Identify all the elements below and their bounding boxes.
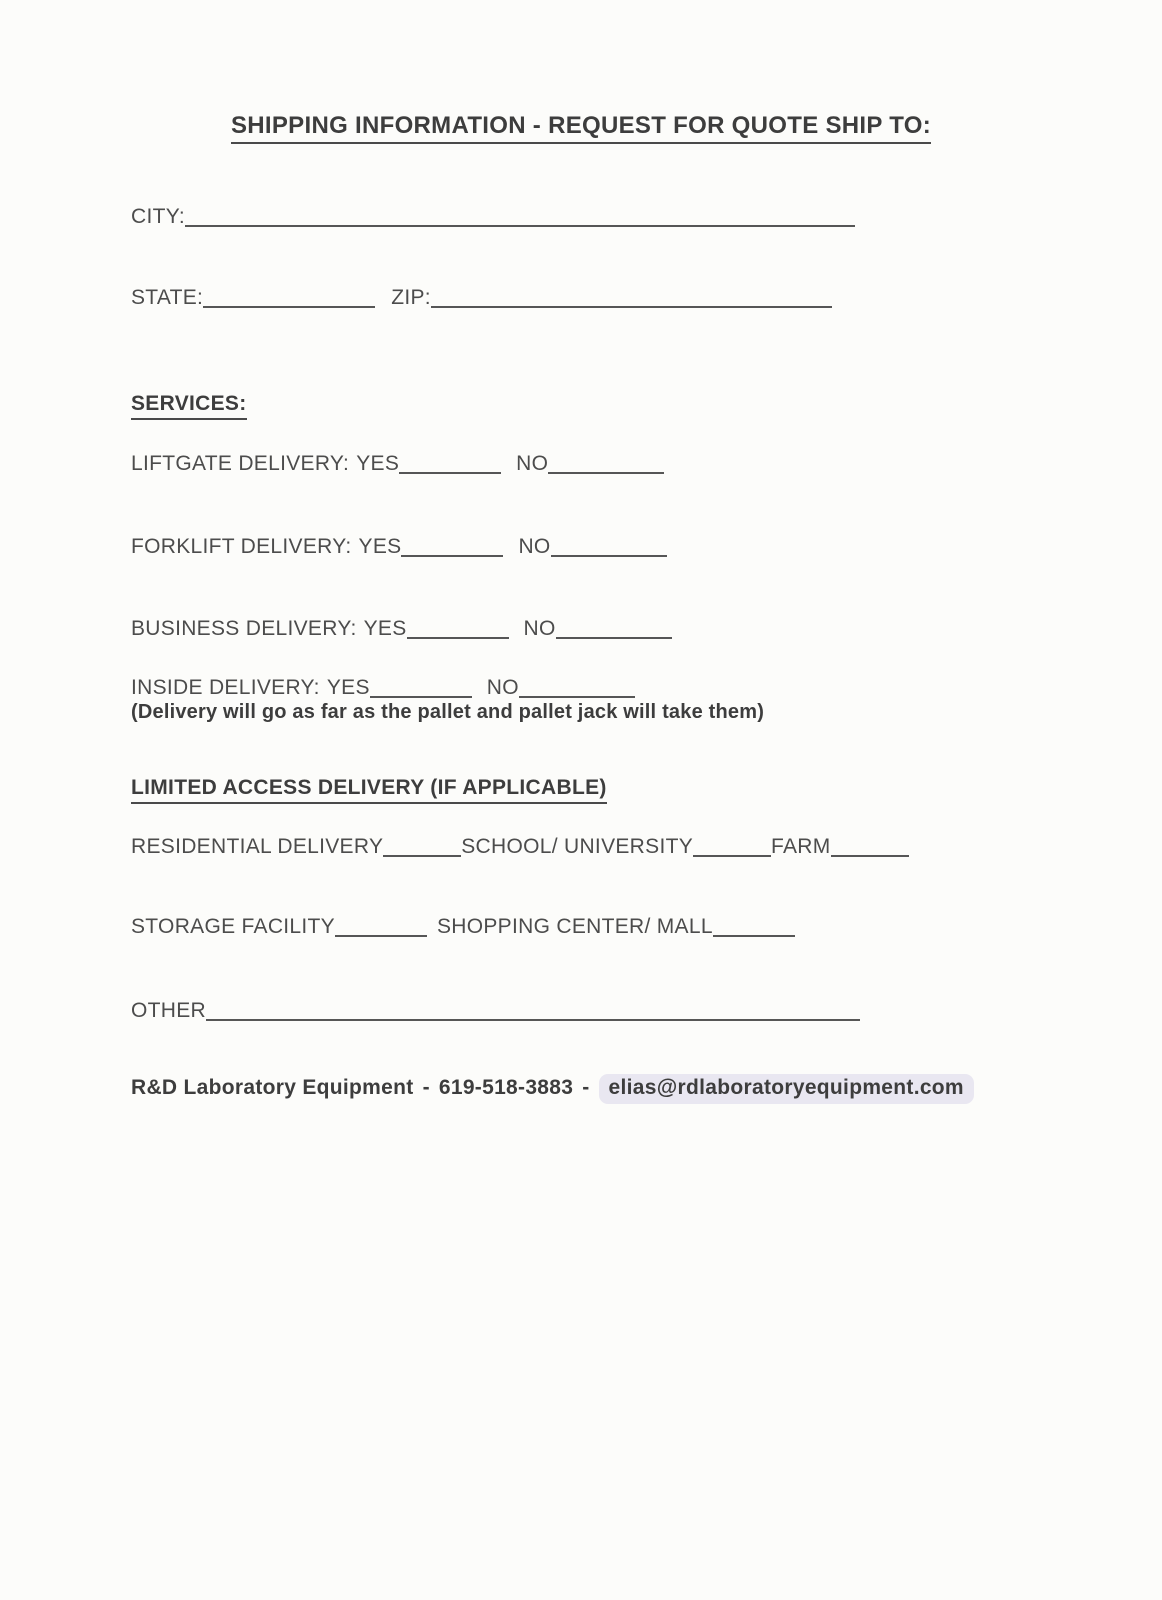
- school-university-label: SCHOOL/ UNIVERSITY: [461, 835, 694, 858]
- limited-access-heading: LIMITED ACCESS DELIVERY (IF APPLICABLE): [131, 776, 607, 804]
- footer-separator-1: -: [422, 1076, 430, 1099]
- state-zip-row: [131, 284, 832, 310]
- farm-label: FARM: [771, 835, 831, 858]
- liftgate-delivery-label: LIFTGATE DELIVERY:: [131, 452, 350, 475]
- forklift-delivery-row: [131, 533, 667, 559]
- school-university-blank[interactable]: [693, 837, 771, 857]
- shopping-center-mall-blank[interactable]: [713, 917, 795, 937]
- other-blank-line[interactable]: [206, 1001, 860, 1021]
- farm-blank[interactable]: [831, 837, 909, 857]
- business-no-blank[interactable]: [556, 619, 672, 639]
- city-blank-line[interactable]: [185, 207, 855, 227]
- inside-delivery-note: (Delivery will go as far as the pallet and pallet jack will take them): [131, 701, 765, 723]
- storage-facility-label: STORAGE FACILITY: [131, 915, 335, 938]
- other-row: [131, 997, 860, 1023]
- footer-row: [131, 1074, 974, 1104]
- business-yes-blank[interactable]: [407, 619, 509, 639]
- liftgate-yes-blank[interactable]: [399, 454, 501, 474]
- forklift-yes-label: YES: [358, 535, 402, 558]
- liftgate-delivery-row: [131, 450, 664, 476]
- inside-yes-blank[interactable]: [370, 678, 472, 698]
- business-yes-label: YES: [363, 617, 407, 640]
- inside-delivery-label: INSIDE DELIVERY:: [131, 676, 320, 699]
- company-name: R&D Laboratory Equipment: [131, 1076, 414, 1099]
- liftgate-no-blank[interactable]: [548, 454, 664, 474]
- liftgate-no-label: NO: [516, 452, 549, 475]
- business-no-label: NO: [523, 617, 556, 640]
- form-title: SHIPPING INFORMATION - REQUEST FOR QUOTE SHIP TO:: [231, 112, 931, 144]
- shopping-center-mall-label: SHOPPING CENTER/ MALL: [436, 915, 713, 938]
- forklift-no-label: NO: [518, 535, 551, 558]
- state-blank-line[interactable]: [203, 288, 375, 308]
- city-row: [131, 203, 855, 229]
- business-delivery-row: [131, 615, 672, 641]
- forklift-no-blank[interactable]: [551, 537, 667, 557]
- inside-no-label: NO: [486, 676, 519, 699]
- inside-no-blank[interactable]: [519, 678, 635, 698]
- other-label: OTHER: [131, 999, 206, 1022]
- residential-school-farm-row: [131, 833, 909, 859]
- email-link[interactable]: elias@rdlaboratoryequipment.com: [599, 1074, 974, 1104]
- zip-blank-line[interactable]: [431, 288, 832, 308]
- zip-label: ZIP:: [391, 286, 431, 309]
- business-delivery-label: BUSINESS DELIVERY:: [131, 617, 357, 640]
- services-heading: SERVICES:: [131, 392, 247, 420]
- residential-delivery-label: RESIDENTIAL DELIVERY: [131, 835, 384, 858]
- city-label: CITY:: [131, 205, 186, 228]
- inside-yes-label: YES: [326, 676, 370, 699]
- storage-facility-blank[interactable]: [335, 917, 427, 937]
- forklift-yes-blank[interactable]: [401, 537, 503, 557]
- title-row: [0, 112, 1162, 144]
- footer-separator-2: -: [582, 1076, 590, 1099]
- storage-shopping-row: [131, 913, 795, 939]
- residential-blank[interactable]: [383, 837, 461, 857]
- inside-delivery-row: [131, 674, 635, 700]
- limited-access-heading-row: [131, 776, 607, 804]
- state-label: STATE:: [131, 286, 204, 309]
- services-heading-row: [131, 392, 247, 420]
- inside-delivery-note-row: [131, 701, 764, 724]
- liftgate-yes-label: YES: [356, 452, 400, 475]
- forklift-delivery-label: FORKLIFT DELIVERY:: [131, 535, 352, 558]
- phone-number: 619-518-3883: [438, 1076, 574, 1099]
